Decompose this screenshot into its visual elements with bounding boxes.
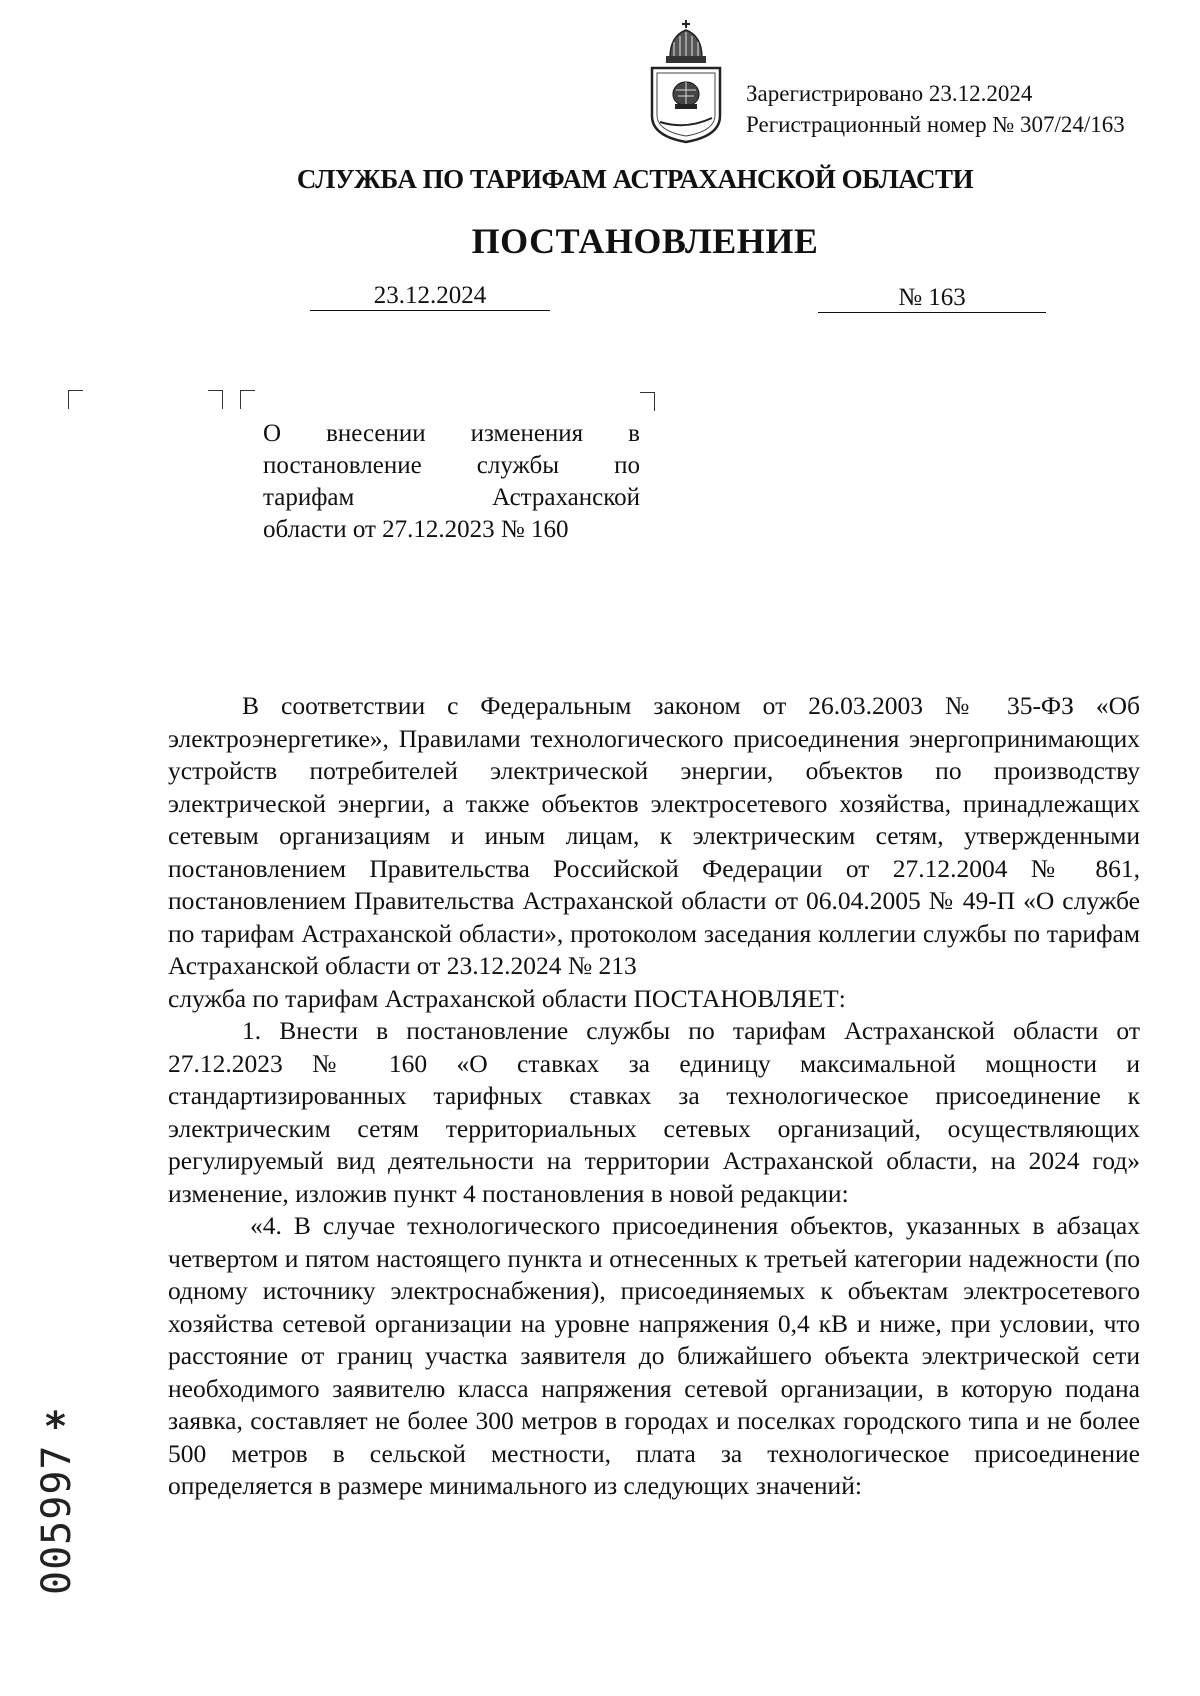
document-type: ПОСТАНОВЛЕНИЕ <box>471 221 819 261</box>
corner-mark-icon <box>68 390 83 409</box>
subject-line: тарифам Астраханской <box>263 484 640 511</box>
margin-serial-number: 005997 <box>34 1444 80 1595</box>
margin-star-mark: * <box>45 1404 66 1450</box>
registration-date: Зарегистрировано 23.12.2024 <box>746 81 1033 106</box>
corner-mark-icon <box>640 392 655 411</box>
agency-name: СЛУЖБА ПО ТАРИФАМ АСТРАХАНСКОЙ ОБЛАСТИ <box>296 164 974 194</box>
subject-line: постановление службы по <box>263 452 640 479</box>
document-date: 23.12.2024 <box>310 282 550 311</box>
registration-block <box>746 78 1125 140</box>
corner-mark-icon <box>208 390 223 409</box>
resolves-line: служба по тарифам Астраханской области ПОСТАНОВЛЯЕТ: <box>168 983 846 1013</box>
subject-line: О внесении изменения в <box>263 420 640 447</box>
document-body <box>168 690 1140 1503</box>
preamble-paragraph: В соответствии с Федеральным законом от 26.03.2003 № 35-ФЗ «Об электроэнергетике», Правилами технологического присоединения энергопринимающих устройств потребителей электрической энергии, объектов по производству электрической энергии, а также объектов электросетевого хозяйства, принадлежащих сетевым организациям и иным лицам, к электрическим сетям, утвержденными постановлением Правительства Российской Федерации от 27.12.2004 № 861, постановлением Правительства Астраханской области от 06.04.2005 № 49-П «О службе по тарифам Астраханской области», протоколом заседания коллегии службы по тарифам Астраханской области от 23.12.2024 № 213 <box>168 691 1140 980</box>
subject-line: области от 27.12.2023 № 160 <box>263 516 569 543</box>
document-subject <box>263 418 640 546</box>
corner-mark-icon <box>240 390 255 409</box>
item-4-paragraph: «4. В случае технологического присоединения объектов, указанных в абзацах четвертом и пятом настоящего пункта и отнесенных к третьей категории надежности (по одному источнику электроснабжения), присоединяемых к объектам электросетевого хозяйства сетевой организации на уровне напряжения 0,4 кВ и ниже, при условии, что расстояние от границ участка заявителя до ближайшего объекта электрической сети необходимого заявителю класса напряжения сетевой организации, в которую подана заявка, составляет не более 300 метров в городах и поселках городского типа и не более 500 метров в сельской местности, плата за технологическое присоединение определяется в размере минимального из следующих значений: <box>168 1211 1140 1500</box>
document-number: № 163 <box>818 284 1046 313</box>
registration-number: Регистрационный номер № 307/24/163 <box>746 112 1125 137</box>
item-1-paragraph: 1. Внести в постановление службы по тарифам Астраханской области от 27.12.2023 № 160 «О ставках за единицу максимальной мощности и стандартизированных тарифных ставках за технологическое присоединение к электрическим сетям территориальных сетевых организаций, осуществляющих регулируемый вид деятельности на территории Астраханской области, на 2024 год» изменение, изложив пункт 4 постановления в новой редакции: <box>168 1016 1140 1208</box>
coat-of-arms-icon <box>648 18 724 146</box>
